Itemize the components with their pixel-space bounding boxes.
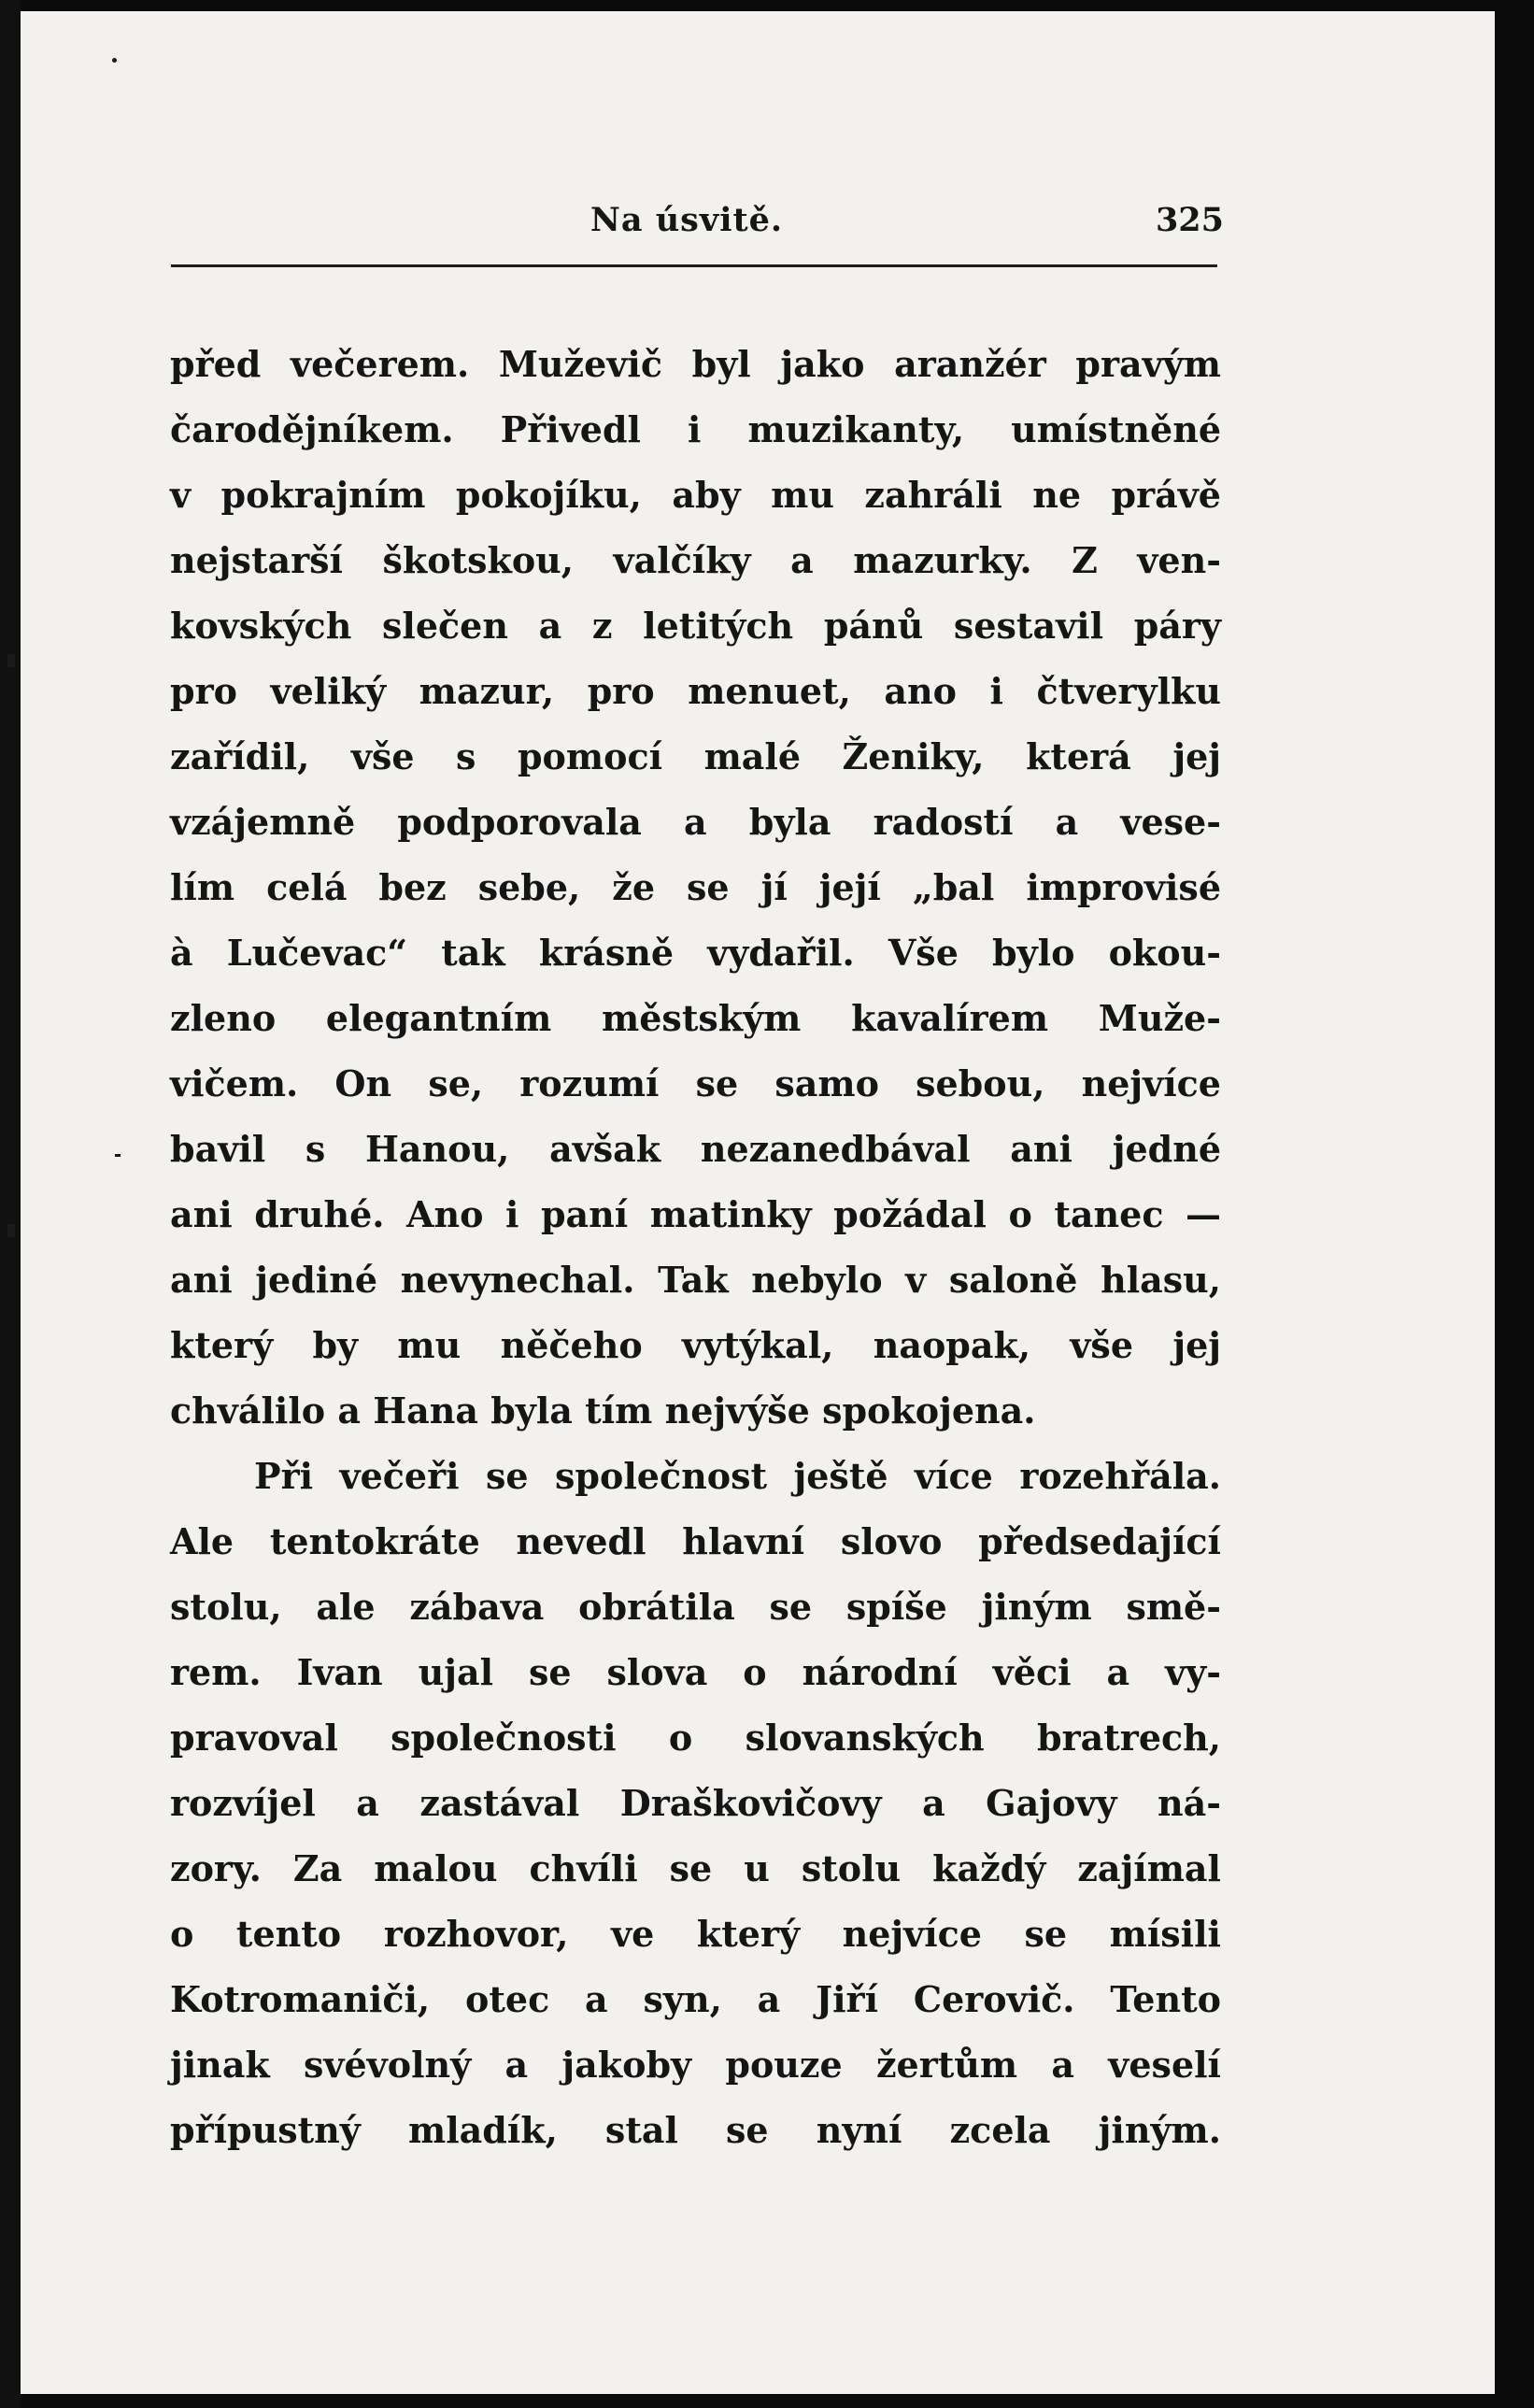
body-text <box>170 332 1221 2163</box>
text-line: přípustný mladík, stal se nyní zcela jiným. <box>170 2109 1221 2151</box>
text-line: stolu, ale zábava obrátila se spíše jiným smě- <box>170 1586 1221 1628</box>
text-line: v pokrajním pokojíku, aby mu zahráli ne právě <box>170 474 1221 516</box>
page-header <box>149 201 1224 266</box>
header-rule <box>171 264 1217 267</box>
text-line: pravoval společnosti o slovanských bratrech, <box>170 1717 1221 1759</box>
text-line: jinak svévolný a jakoby pouze žertům a veselí <box>170 2044 1221 2086</box>
text-line: nejstarší škotskou, valčíky a mazurky. Z ven- <box>170 539 1221 581</box>
text-line: vzájemně podporovala a byla radostí a vese- <box>170 801 1221 843</box>
text-line: bavil s Hanou, avšak nezanedbával ani jedné <box>170 1128 1221 1170</box>
margin-speck <box>7 1224 15 1237</box>
text-line: pro veliký mazur, pro menuet, ano i čtverylku <box>170 670 1221 712</box>
page-number: 325 <box>1155 201 1224 239</box>
scan-left-edge <box>0 0 21 2408</box>
text-line: který by mu něčeho vytýkal, naopak, vše jej <box>170 1324 1221 1366</box>
text-line: à Lučevac“ tak krásně vydařil. Vše bylo okou- <box>170 932 1221 974</box>
text-line: o tento rozhovor, ve který nejvíce se mísili <box>170 1913 1221 1955</box>
text-line: před večerem. Muževič byl jako aranžér pravým <box>170 343 1221 385</box>
text-line-paragraph-end: chválilo a Hana byla tím nejvýše spokojena. <box>170 1389 1036 1432</box>
text-line-paragraph-start: Při večeři se společnost ještě více rozehřála. <box>254 1455 1221 1497</box>
margin-speck <box>115 1154 121 1157</box>
text-line: rem. Ivan ujal se slova o národní věci a vy- <box>170 1651 1221 1693</box>
text-line: zleno elegantním městským kavalírem Muže- <box>170 997 1221 1039</box>
text-line: čarodějníkem. Přivedl i muzikanty, umístněné <box>170 408 1221 450</box>
text-line: Ale tentokráte nevedl hlavní slovo předsedající <box>170 1520 1221 1562</box>
text-line: ani jediné nevynechal. Tak nebylo v saloně hlasu, <box>170 1259 1221 1301</box>
text-line: zory. Za malou chvíli se u stolu každý zajímal <box>170 1847 1221 1889</box>
running-title: Na úsvitě. <box>589 201 784 239</box>
text-line: Kotromaniči, otec a syn, a Jiří Cerovič. Tento <box>170 1978 1221 2020</box>
text-line: kovských slečen a z letitých pánů sestavil páry <box>170 605 1221 647</box>
text-line: vičem. On se, rozumí se samo sebou, nejvíce <box>170 1062 1221 1104</box>
margin-speck <box>112 58 117 63</box>
text-line: rozvíjel a zastával Draškovičovy a Gajovy ná- <box>170 1782 1221 1824</box>
margin-speck <box>7 654 15 667</box>
text-line: ani druhé. Ano i paní matinky požádal o tanec — <box>170 1193 1221 1235</box>
text-line: zařídil, vše s pomocí malé Ženiky, která jej <box>170 735 1221 777</box>
text-line: lím celá bez sebe, že se jí její „bal improvisé <box>170 866 1221 908</box>
